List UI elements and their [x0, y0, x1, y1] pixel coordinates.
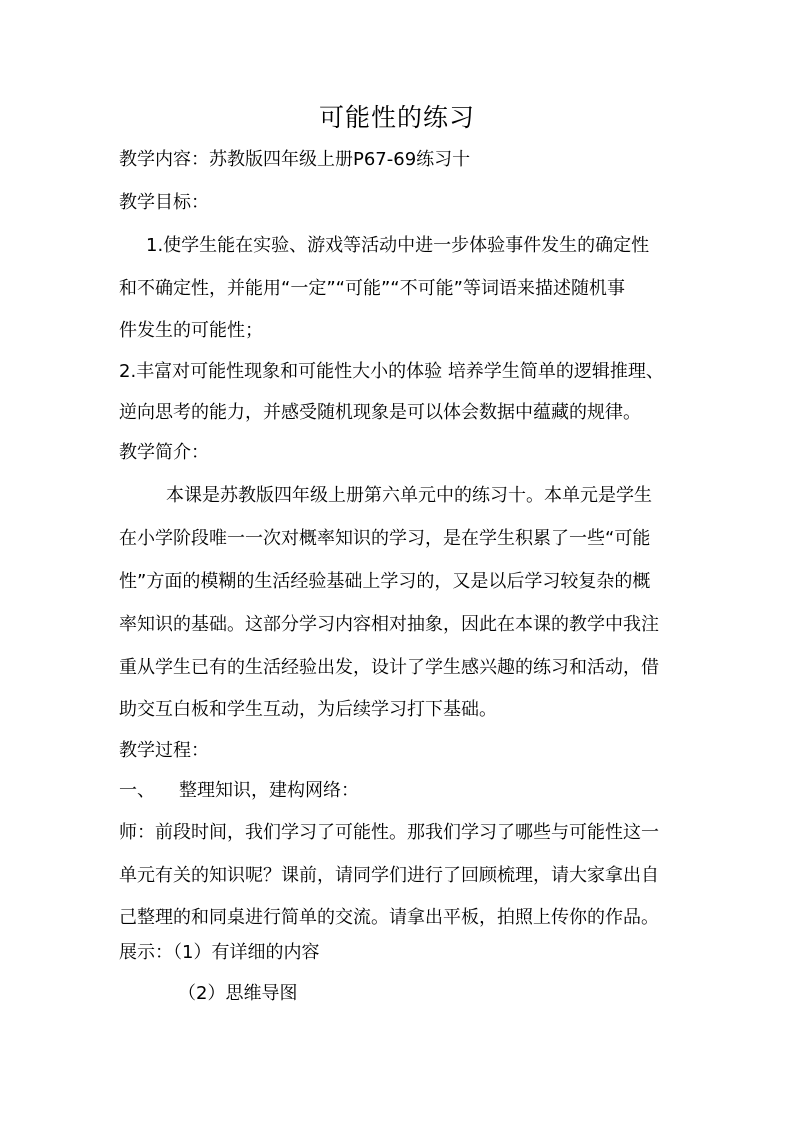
teaching-goals-heading: 教学目标：: [119, 192, 209, 213]
intro-paragraph-line-3: 性”方面的模糊的生活经验基础上学习的，又是以后学习较复杂的概: [119, 571, 651, 592]
teaching-process-heading: 教学过程：: [119, 740, 209, 761]
intro-paragraph-line-1: 本课是苏教版四年级上册第六单元中的练习十。本单元是学生: [166, 485, 652, 506]
goal-2-line-2: 逆向思考的能力，并感受随机现象是可以体会数据中蕴藏的规律。: [119, 402, 641, 423]
intro-paragraph-line-6: 助交互白板和学生互动，为后续学习打下基础。: [119, 699, 497, 720]
goal-1-line-2: 和不确定性，并能用“一定”“可能”“不可能”等词语来描述随机事: [119, 278, 625, 299]
intro-paragraph-line-2: 在小学阶段唯一一次对概率知识的学习，是在学生积累了一些“可能: [119, 528, 651, 549]
teaching-content-line: 教学内容：苏教版四年级上册P67-69练习十: [119, 149, 471, 170]
goal-1-line-1: 1.使学生能在实验、游戏等活动中进一步体验事件发生的确定性: [146, 235, 650, 256]
teacher-speech-line-1: 师：前段时间，我们学习了可能性。那我们学习了哪些与可能性这一: [119, 822, 659, 843]
intro-paragraph-line-4: 率知识的基础。这部分学习内容相对抽象，因此在本课的教学中我注: [119, 614, 659, 635]
document-title: 可能性的练习: [318, 103, 475, 132]
section-one-heading: [119, 778, 689, 804]
teacher-speech-line-3: 己整理的和同桌进行简单的交流。请拿出平板，拍照上传你的作品。: [119, 907, 659, 928]
teaching-intro-heading: 教学简介：: [119, 442, 209, 463]
display-line-1: 展示：（1）有详细的内容: [119, 942, 320, 963]
intro-paragraph-line-5: 重从学生已有的生活经验出发，设计了学生感兴趣的练习和活动，借: [119, 657, 659, 678]
goal-2-line-1: 2.丰富对可能性现象和可能性大小的体验 培养学生简单的逻辑推理、: [119, 361, 664, 382]
goal-1-line-3: 件发生的可能性；: [119, 320, 263, 341]
section-marker: 一、: [119, 780, 155, 801]
section-one-title: 整理知识，建构网络：: [179, 780, 359, 801]
display-line-2: （2）思维导图: [178, 983, 298, 1004]
teacher-speech-line-2: 单元有关的知识呢？课前，请同学们进行了回顾梳理，请大家拿出自: [119, 865, 659, 886]
